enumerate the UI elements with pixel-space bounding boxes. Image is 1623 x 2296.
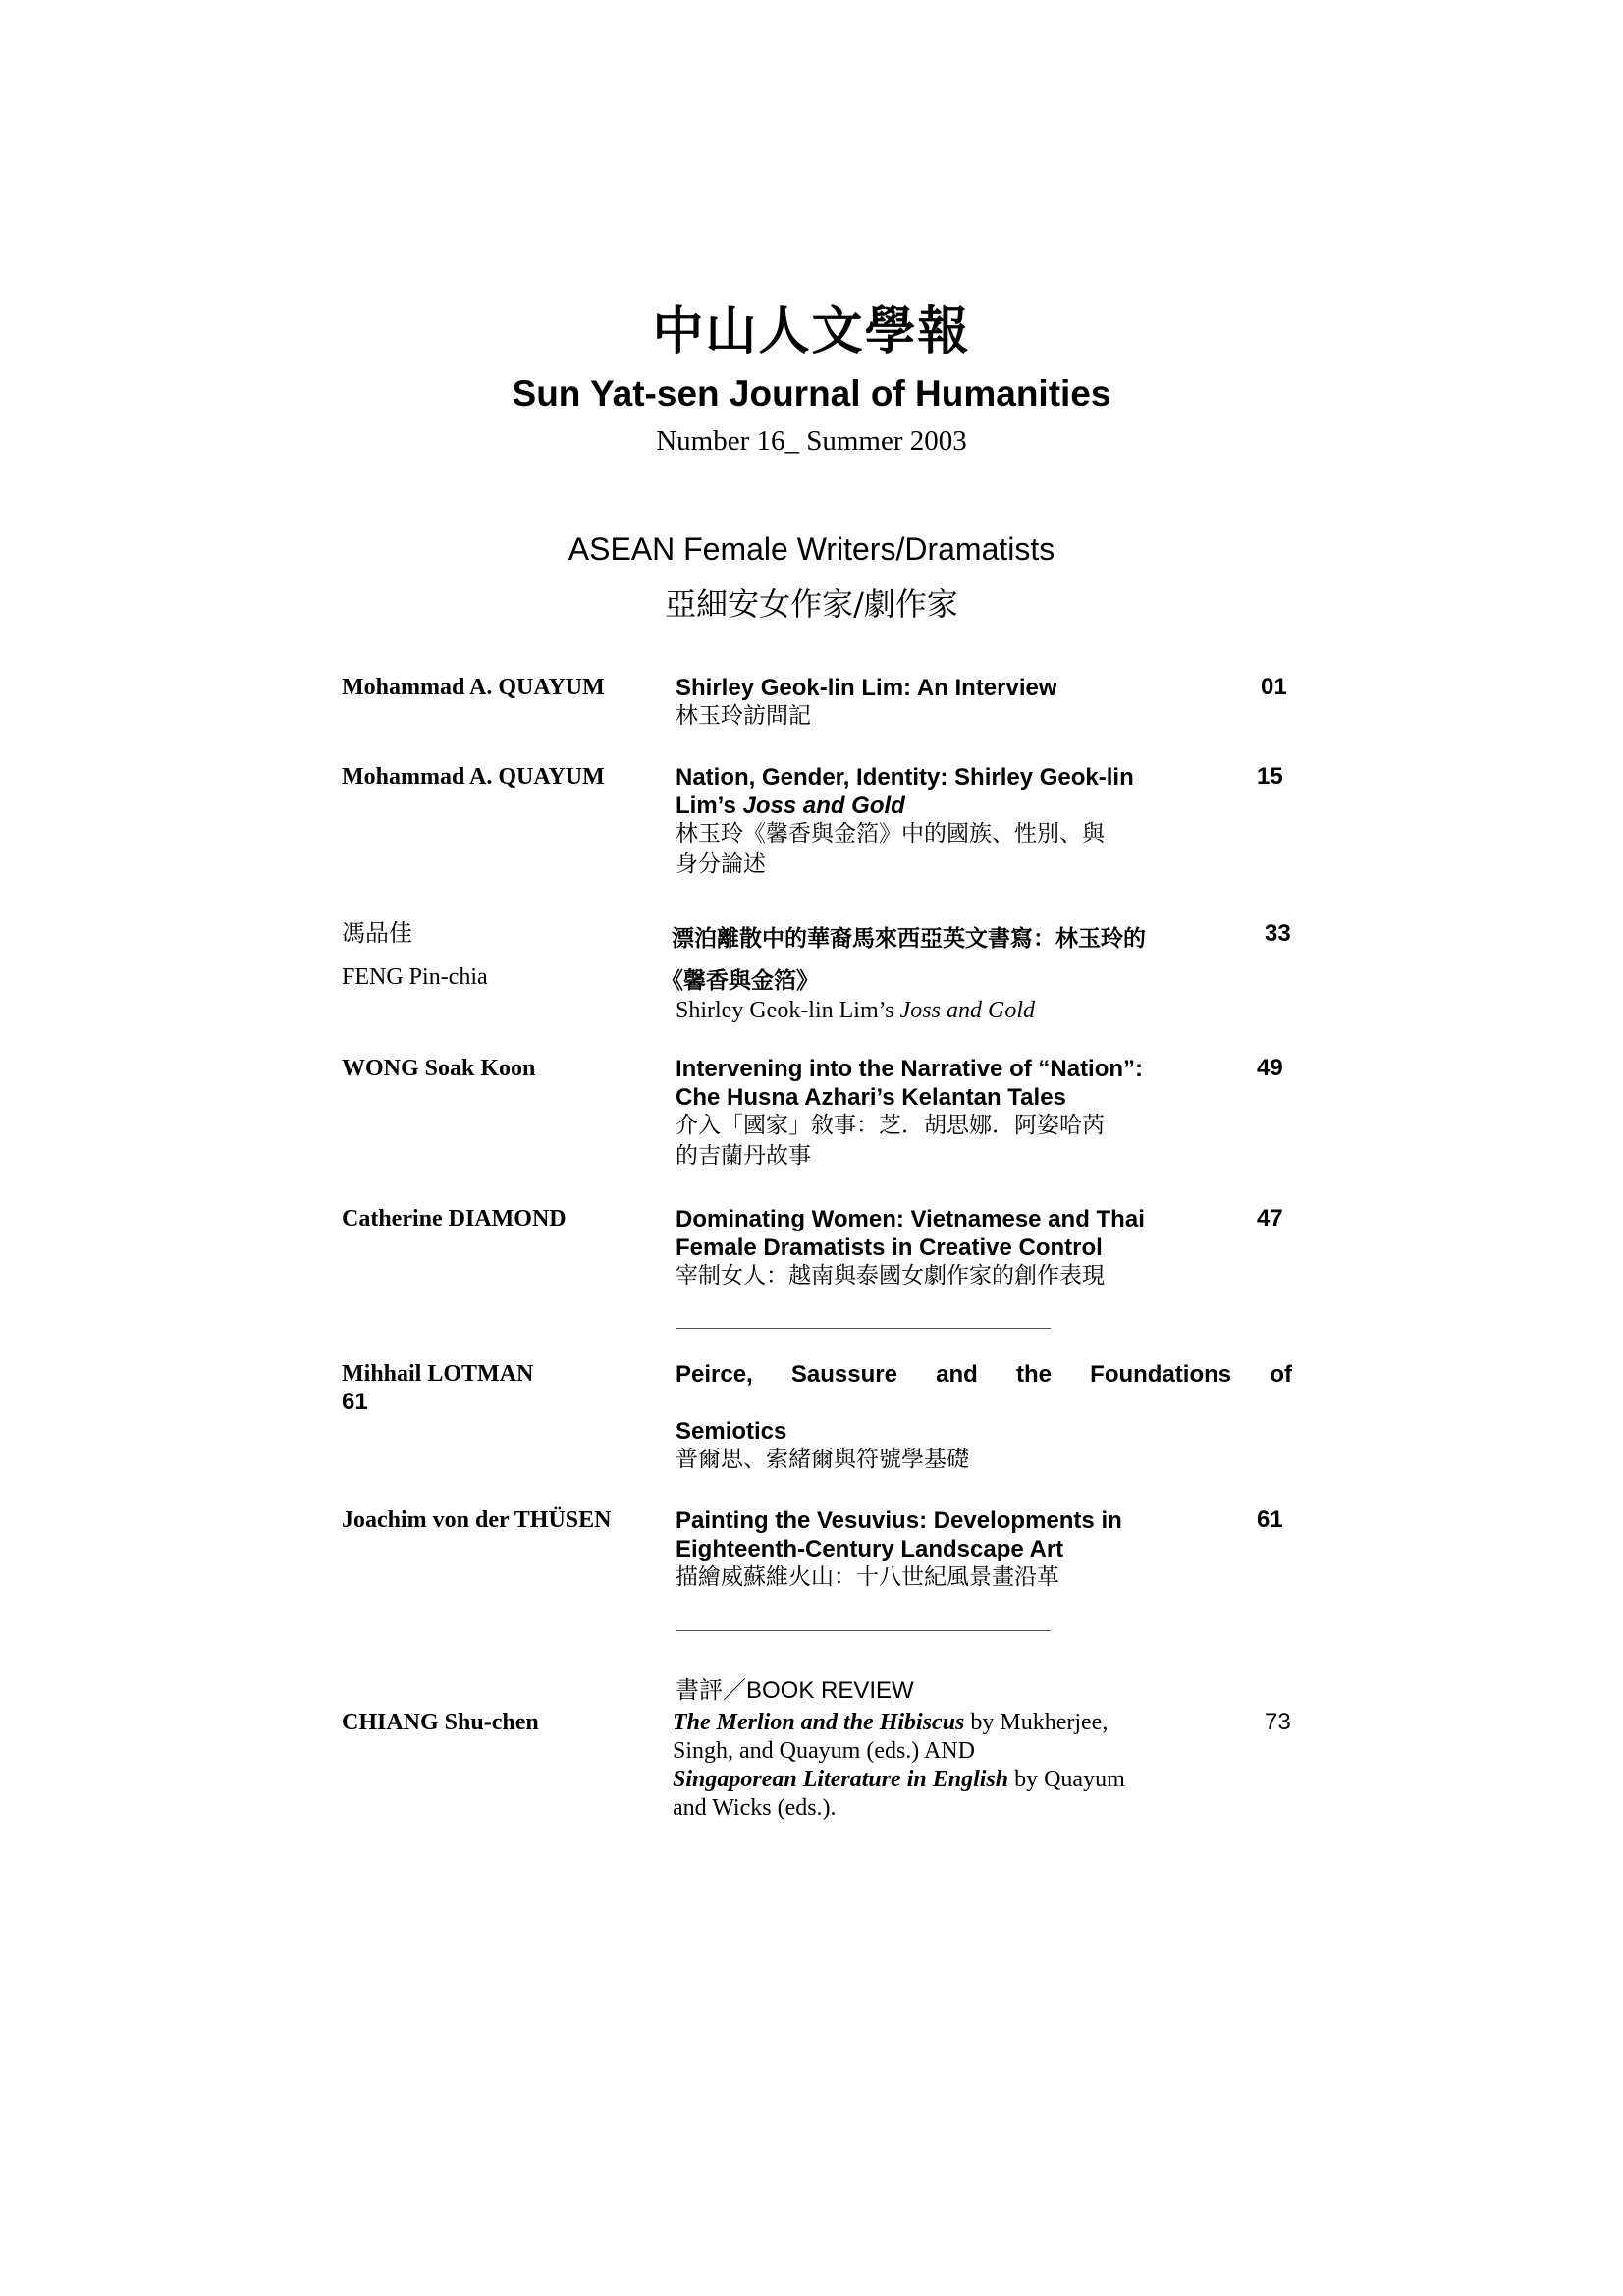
entry-title-zh-line2: 《馨香與金箔》 xyxy=(661,968,819,994)
entry-title-part: Shirley Geok-lin Lim’s xyxy=(676,998,900,1023)
entry-page: 15 xyxy=(1257,763,1283,790)
entry-title-line2: Che Husna Azhari’s Kelantan Tales xyxy=(676,1084,1066,1111)
review-line xyxy=(673,1766,1125,1794)
review-book-title: The Merlion and the Hibiscus xyxy=(673,1710,965,1735)
entry-page: 01 xyxy=(1261,674,1287,700)
entry-page: 33 xyxy=(1265,920,1291,947)
entry-page: 47 xyxy=(1257,1205,1283,1231)
issue-info: Number 16_ Summer 2003 xyxy=(656,425,967,457)
entry-title-italic: Joss and Gold xyxy=(899,998,1035,1023)
entry-title: Dominating Women: Vietnamese and Thai xyxy=(676,1206,1145,1232)
entry-author: FENG Pin-chia xyxy=(342,964,488,990)
review-line: Singh, and Quayum (eds.) AND xyxy=(673,1738,975,1764)
entry-title-italic: Joss and Gold xyxy=(742,793,905,819)
review-author: CHIANG Shu-chen xyxy=(342,1710,539,1735)
entry-title-word: Peirce, xyxy=(676,1361,753,1388)
entry-title: Painting the Vesuvius: Developments in xyxy=(676,1507,1122,1534)
entry-title-zh-line2: 身分論述 xyxy=(676,851,766,877)
entry-title: Intervening into the Narrative of “Nation”: xyxy=(676,1056,1144,1082)
entry-title-zh: 描繪威蘇維火山：十八世紀風景畫沿革 xyxy=(676,1564,1059,1590)
entry-title-justified xyxy=(676,1360,1292,1389)
review-text: by Mukherjee, xyxy=(964,1710,1109,1735)
entry-author-page: 61 xyxy=(342,1389,368,1415)
entry-title-part: Lim’s xyxy=(676,793,743,819)
book-review-heading: 書評／BOOK REVIEW xyxy=(676,1677,914,1704)
entry-title-line2: Eighteenth-Century Landscape Art xyxy=(676,1536,1064,1562)
theme-title-zh: 亞細安女作家/劇作家 xyxy=(665,585,958,623)
entry-author: Mihhail LOTMAN xyxy=(342,1361,534,1387)
entry-author: Mohammad A. QUAYUM xyxy=(342,675,605,700)
entry-title: Nation, Gender, Identity: Shirley Geok-lin xyxy=(676,764,1134,791)
entry-title-zh: 介入「國家」敘事：芝．胡思娜．阿姿哈芮 xyxy=(676,1113,1105,1138)
entry-page: 61 xyxy=(1257,1506,1283,1533)
entry-title: Shirley Geok-lin Lim: An Interview xyxy=(676,675,1057,701)
entry-title-word: of xyxy=(1270,1361,1292,1388)
theme-title-en: ASEAN Female Writers/Dramatists xyxy=(568,531,1055,567)
separator-rule xyxy=(676,1630,1051,1631)
entry-author: Joachim von der THÜSEN xyxy=(342,1507,612,1533)
journal-title-en: Sun Yat-sen Journal of Humanities xyxy=(512,373,1111,413)
entry-title-zh: 林玉玲訪問記 xyxy=(676,703,811,729)
entry-title-word: Saussure xyxy=(790,1361,897,1388)
review-line xyxy=(673,1709,1108,1737)
review-text: by Quayum xyxy=(1008,1767,1125,1792)
entry-title-line2 xyxy=(676,792,905,820)
entry-author: Catherine DIAMOND xyxy=(342,1206,567,1231)
entry-title-line2: Semiotics xyxy=(676,1418,787,1445)
entry-page: 49 xyxy=(1257,1055,1283,1081)
entry-title-word: the xyxy=(1015,1361,1052,1388)
entry-title-zh: 宰制女人：越南與泰國女劇作家的創作表現 xyxy=(676,1263,1105,1288)
review-book-title: Singaporean Literature in English xyxy=(673,1767,1009,1792)
journal-title-zh: 中山人文學報 xyxy=(652,302,971,361)
entry-title-zh-line2: 的吉蘭丹故事 xyxy=(676,1143,811,1169)
review-page: 73 xyxy=(1265,1709,1291,1735)
entry-title-en xyxy=(676,998,1035,1024)
entry-title-line2: Female Dramatists in Creative Control xyxy=(676,1234,1103,1261)
entry-title-zh: 漂泊離散中的華裔馬來西亞英文書寫：林玉玲的 xyxy=(672,926,1146,952)
separator-rule xyxy=(676,1328,1051,1329)
entry-author: WONG Soak Koon xyxy=(342,1056,536,1081)
entry-title-word: Foundations xyxy=(1090,1361,1232,1388)
entry-author-zh: 馮品佳 xyxy=(342,919,412,947)
review-line: and Wicks (eds.). xyxy=(673,1795,837,1821)
entry-title-word: and xyxy=(936,1361,978,1388)
entry-title-zh: 林玉玲《馨香與金箔》中的國族、性別、與 xyxy=(676,821,1105,847)
entry-title-zh: 普爾思、索緒爾與符號學基礎 xyxy=(676,1447,969,1472)
entry-author: Mohammad A. QUAYUM xyxy=(342,764,605,790)
